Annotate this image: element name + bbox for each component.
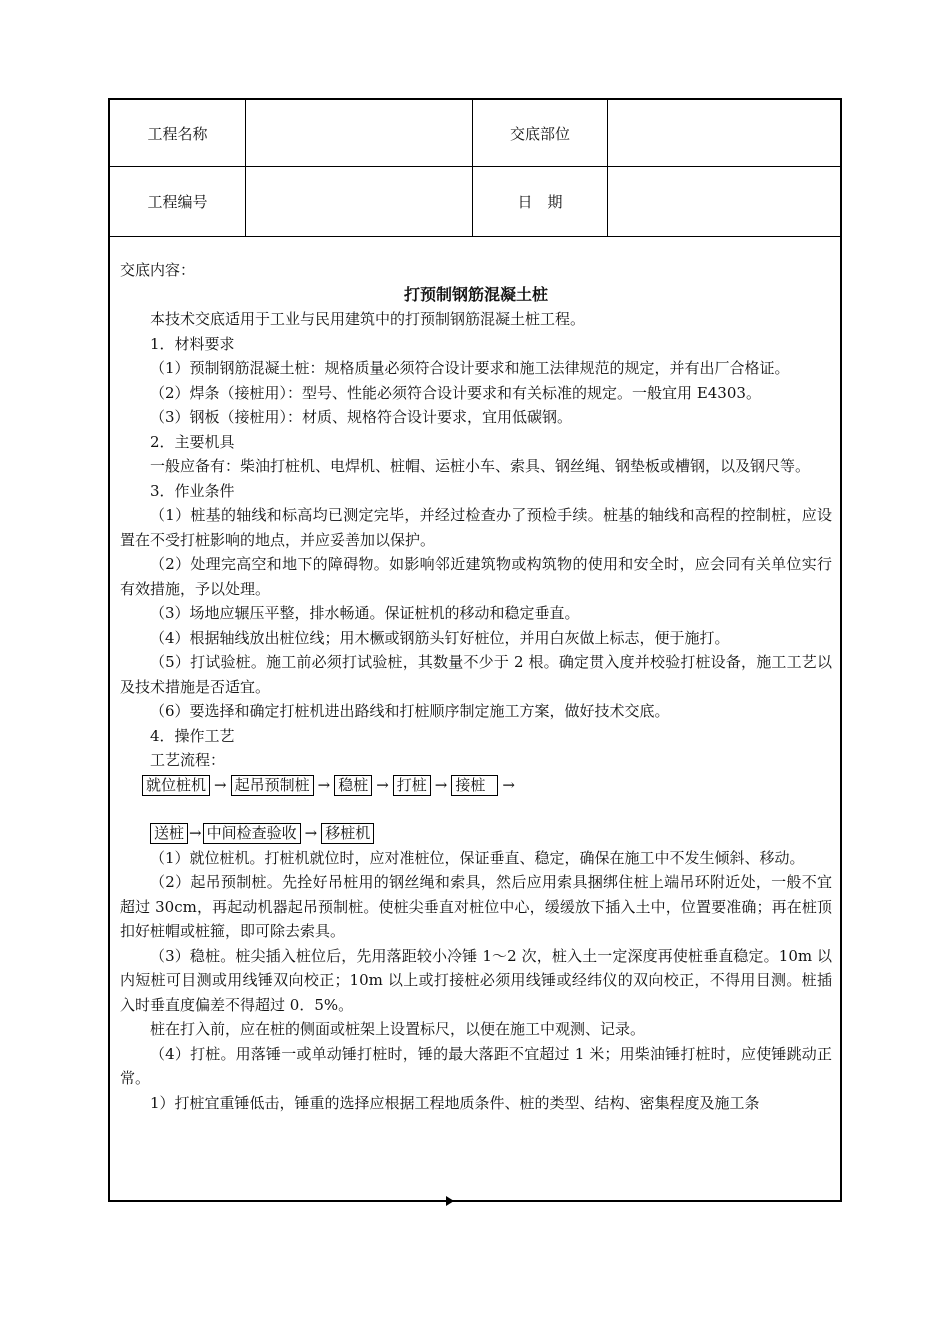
- header-row-divider: [110, 166, 840, 167]
- flow-arrow-icon: →: [189, 824, 202, 842]
- flow-arrow-icon: →: [502, 775, 515, 794]
- flow-arrow-icon: →: [304, 824, 318, 842]
- conditions-item-4: （4）根据轴线放出桩位线；用木橛或钢筋头钉好桩位，并用白灰做上标志，便于施打。: [150, 628, 730, 647]
- process-item-1: （1）就位桩机。打桩机就位时，应对准桩位，保证垂直、稳定，确保在施工中不发生倾斜、移动。: [150, 848, 805, 867]
- section-equipment-heading: 2．主要机具: [150, 432, 235, 451]
- page-continue-arrow-icon: [410, 1196, 454, 1206]
- flow-step-stabilize: 稳桩: [334, 775, 372, 796]
- header-col-divider-2: [472, 100, 473, 236]
- conditions-item-5: （5）打试验桩。施工前必须打试验桩，其数量不少于 2 根。确定贯入度并校验打桩设备，施工工艺以及技术措施是否适宜。: [120, 653, 832, 696]
- conditions-item-1: （1）桩基的轴线和标高均已测定完毕，并经过检查办了预检手续。桩基的轴线和高程的控制桩，应设置在不受打桩影响的地点，并应妥善加以保护。: [120, 506, 832, 549]
- materials-item-2: （2）焊条（接桩用）：型号、性能必须符合设计要求和有关标准的规定。一般宜用 E4303。: [150, 383, 761, 402]
- process-flow-row-2: [120, 821, 832, 846]
- section-conditions-heading: 3．作业条件: [150, 481, 235, 500]
- process-item-3: （3）稳桩。桩尖插入桩位后，先用落距较小冷锤 1～2 次，桩入土一定深度再使桩垂直稳定。10m 以内短桩可目测或用线锤双向校正；10m 以上或打接桩必须用线锤或经纬仪的双向校正，不得用目测。桩插入时垂直度偏差不得超过 0．5%。: [120, 946, 832, 1014]
- process-flow-row-1: [120, 773, 832, 798]
- flow-step-drive-pile: 打桩: [393, 775, 431, 796]
- disclosure-form: [108, 98, 842, 1202]
- process-note: 桩在打入前，应在桩的侧面或桩架上设置标尺，以便在施工中观测、记录。: [150, 1020, 646, 1038]
- disclosure-part-label: 交底部位: [509, 125, 570, 143]
- process-item-4: （4）打桩。用落锤一或单动锤打桩时，锤的最大落距不宜超过 1 米；用柴油锤打桩时，应使锤跳动正常。: [120, 1044, 832, 1087]
- project-number-label: 工程编号: [147, 193, 208, 211]
- flow-step-splice-pile: 接桩: [451, 775, 498, 796]
- flow-arrow-icon: →: [214, 775, 227, 794]
- date-label: 日 期: [517, 193, 563, 211]
- disclosure-content: [120, 258, 832, 1115]
- header-col-divider-3: [607, 100, 608, 236]
- header-bottom-divider: [110, 236, 840, 237]
- conditions-item-6: （6）要选择和确定打桩机进出路线和打桩顺序制定施工方案，做好技术交底。: [150, 702, 670, 720]
- flow-step-position-rig: 就位桩机: [142, 775, 210, 796]
- project-name-label: 工程名称: [147, 125, 208, 143]
- process-item-4-sub-1: 1）打桩宜重锤低击，锤重的选择应根据工程地质条件、桩的类型、结构、密集程度及施工条: [150, 1093, 760, 1112]
- section-materials-heading: 1．材料要求: [150, 334, 235, 353]
- flow-arrow-icon: →: [376, 775, 389, 794]
- section-process-heading: 4．操作工艺: [150, 726, 235, 745]
- materials-item-1: （1）预制钢筋混凝土桩：规格质量必须符合设计要求和施工法律规范的规定，并有出厂合格证。: [150, 359, 790, 377]
- flow-step-lift-pile: 起吊预制桩: [231, 775, 314, 796]
- flow-arrow-icon: →: [434, 775, 448, 794]
- document-title: 打预制钢筋混凝土桩: [403, 284, 548, 304]
- flow-arrow-icon: →: [317, 775, 331, 794]
- process-item-2: （2）起吊预制桩。先拴好吊桩用的钢丝绳和索具，然后应用索具捆绑住桩上端吊环附近处，一般不宜超过 30cm，再起动机器起吊预制桩。使桩尖垂直对桩位中心，缓缓放下插入土中，位置要准确；再在桩顶扣好桩帽或桩箍，即可除去索具。: [120, 873, 832, 940]
- flow-step-follow-pile: 送桩: [150, 823, 188, 844]
- materials-item-3: （3）钢板（接桩用）：材质、规格符合设计要求，宜用低碳钢。: [150, 408, 573, 426]
- equipment-paragraph: 一般应备有：柴油打桩机、电焊机、桩帽、运桩小车、索具、钢丝绳、钢垫板或槽钢，以及钢尺等。: [150, 457, 811, 475]
- conditions-item-2: （2）处理完高空和地下的障碍物。如影响邻近建筑物或构筑物的使用和安全时，应会同有关单位实行有效措施，予以处理。: [120, 555, 832, 598]
- content-intro-label: 交底内容：: [120, 261, 196, 279]
- flow-label: 工艺流程：: [150, 751, 226, 769]
- flow-step-move-rig: 移桩机: [321, 823, 374, 844]
- flow-step-inspection: 中间检查验收: [203, 823, 301, 844]
- scope-paragraph: 本技术交底适用于工业与民用建筑中的打预制钢筋混凝土桩工程。: [150, 310, 586, 328]
- header-col-divider-1: [245, 100, 246, 236]
- conditions-item-3: （3）场地应辗压平整，排水畅通。保证桩机的移动和稳定垂直。: [150, 604, 580, 622]
